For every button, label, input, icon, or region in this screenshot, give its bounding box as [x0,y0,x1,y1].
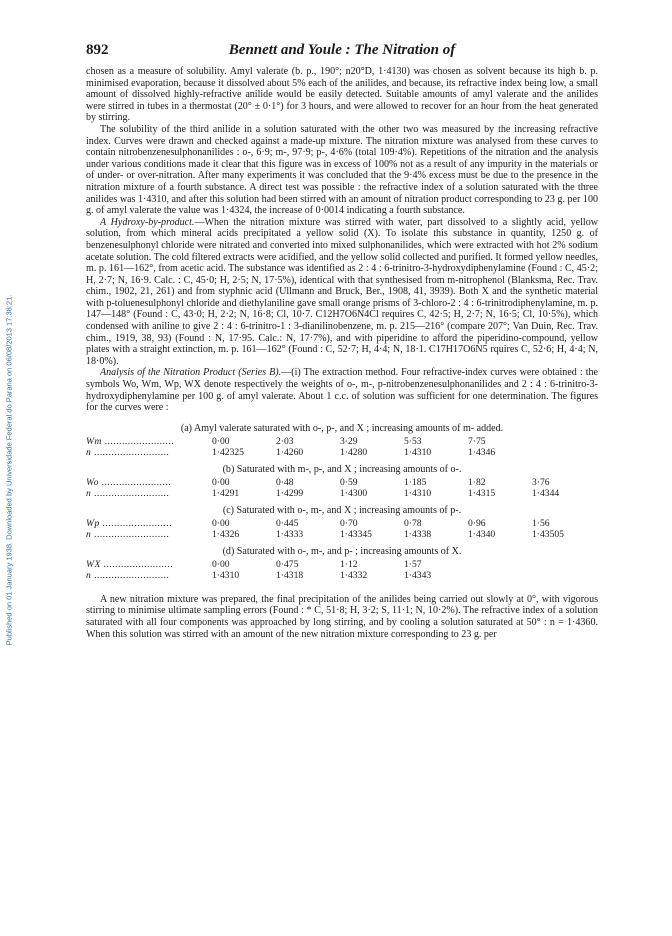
table-cell: 1·4299 [276,487,304,499]
table-cell: 1·4332 [340,569,368,581]
table-row [86,570,598,581]
curve-data-tables [86,423,598,581]
table-cell: 1·4343 [404,569,432,581]
table-cell: 1·43505 [532,528,564,540]
table-row [86,518,598,529]
table-cell: 0·00 [212,476,230,488]
table-cell: 0·96 [468,517,486,529]
table-cell: 1·4310 [212,569,240,581]
table-cell: 1·4338 [404,528,432,540]
table-caption-b: (b) Saturated with m-, p-, and X ; increasing amounts of o-. [222,463,462,475]
curve-table-d [86,559,598,581]
paragraph-third-anilide: The solubility of the third anilide in a solution saturated with the other two was measured by the increasing refractive index. Curves were drawn and checked against a made-up mixture. The nitration mixture was analysed from these curves to contain nitrobenzenesulphonanilides : o-, 6·9; m-, 97·9; p-, 4·6% (total 109·4%). Repetitions of the nitration and the analysis under various conditions made it clear that this figure was in excess of 100% not as a result of any impurity in the materials or of under- or over-nitration. After many experiments it was concluded that the 9·4% excess must be due to the presence in the nitration mixture of a fourth substance. A direct test was possible : the refractive index of a solution saturated with the three anilides was 1·4310, and after this solution had been stirred with an amount of nitration product corresponding to 23 g. per 100 g. of amyl valerate the value was 1·4324, the increase of 0·0014 indicating a fourth substance. [86,123,598,217]
table-cell: 1·4318 [276,569,304,581]
row-label: n .......................... [86,528,170,540]
section-heading-hydroxy: A Hydroxy-by-product. [100,216,195,228]
table-cell: 1·185 [404,476,427,488]
table-cell: 1·4333 [276,528,304,540]
page-number: 892 [86,42,109,58]
paragraph-new-nitration: A new nitration mixture was prepared, the final precipitation of the anilides being carried out slowly at 0°, with vigorous stirring to minimise ultimate sampling errors (Found : * C, 51·8; H, 3·2; S, 11·1; N, 10·2%). The refractive index of a solution saturated with all four components was approached by long stirring, and by cooling a solution saturated at 50° : n = 1·4360. When this solution was stirred with an amount of the new nitration mixture corresponding to 23 g. per [86,593,598,640]
table-cell: 1·4310 [404,487,432,499]
row-label: n .......................... [86,569,170,581]
curve-table-a [86,436,598,458]
running-title: Bennett and Youle : The Nitration of [228,42,456,58]
table-cell: 3·29 [340,435,358,447]
table-cell: 1·42325 [212,446,244,458]
table-caption-a: (a) Amyl valerate saturated with o-, p-, and X ; increasing amounts of m- added. [180,422,504,434]
table-cell: 3·76 [532,476,550,488]
table-cell [468,559,532,570]
download-watermark-text: Published on 01 January 1938. Downloaded by Universidade Federal do Parana on 06/08/2013 17:38:21. [4,294,14,646]
table-row [86,488,598,499]
row-label: Wp ........................ [86,517,173,529]
section-text-hydroxy: —When the nitration mixture was stirred with water, part dissolved to a slightly acid, yellow solution, from which mineral acids precipitated a yellow solid (X). To isolate this substance in quantity, 1250 g. of benzenesulphonyl chloride were nitrated and converted into mixed sulphonanilides, which were extracted with hot 2% sodium acetate solution. The cold filtered extracts were acidified, and the yellow solid collected and purified. It formed yellow needles, m. p. 161—162°, from acetic acid. The substance was identified as 2 : 4 : 6-trinitro-3-hydroxydiphenylamine (Found : C, 45·2; H, 2·7; N, 16·9. Calc. : C, 45·0; H, 2·5; N, 17·5%), identical with that synthesised from m-nitrophenol (Blanksma, Rec. Trav. chim., 1902, 21, 261) and from styphnic acid (Ullmann and Bruck, Ber., 1908, 41, 3939). Both X and the synthetic material with p-toluenesulphonyl chloride and diethylaniline gave small orange prisms of 3-chloro-2 : 4 : 6-trinitrodiphenylamine, m. p. 147—148° (Found : C, 43·0; H, 2·2; N, 16·8; Cl, 10·7. C12H7O6N4Cl requires C, 42·5; H, 2·7; N, 16·5; Cl, 10·5%), which condensed with aniline to give 2 : 4 : 6-trinitro-1 : 3-dianilinobenzene, m. p. 215—216° (compare 207°; Van Duin, Rec. Trav. chim., 1919, 38, 93) (Found : N, 17·95. Calc.: N, 17·7%), and with piperidine to afford the piperidino-compound, yellow plates with a straight extinction, m. p. 161—162° (Found : C, 52·7; H, 4·4; N, 18·1. C17H17O6N5 rquires C, 52·6; H, 4·4; N, 18·0%). [86,216,599,367]
table-cell: 1·4300 [340,487,368,499]
table-cell: 1·4326 [212,528,240,540]
curve-table-b [86,477,598,499]
table-cell: 1·43345 [340,528,372,540]
table-cell: 1·12 [340,558,358,570]
table-cell: 0·78 [404,517,422,529]
row-label: WX ........................ [86,558,174,570]
table-cell: 0·475 [276,558,299,570]
table-cell [468,570,532,581]
table-cell: 1·4340 [468,528,496,540]
table-cell: 0·48 [276,476,294,488]
table-cell: 1·57 [404,558,422,570]
table-cell: 0·00 [212,435,230,447]
table-row [86,559,598,570]
table-cell: 0·445 [276,517,299,529]
table-caption-c: (c) Saturated with o-, m-, and X ; increasing amounts of p-. [222,504,462,516]
table-cell: 1·4260 [276,446,304,458]
row-label: Wo ........................ [86,476,172,488]
download-watermark [2,150,16,790]
table-cell: 1·4346 [468,446,496,458]
table-row [86,436,598,447]
row-label: Wm ........................ [86,435,175,447]
table-cell: 0·59 [340,476,358,488]
table-cell: 2·03 [276,435,294,447]
paragraph-hydroxy-by-product [86,217,598,368]
section-text-analysis: —(i) The extraction method. Four refractive-index curves were obtained : the symbols Wo, Wm, Wp, WX denote respectively the weights of o-, m-, p-nitrobenzenesulphonanilides and 2 : 4 : 6-trinitro-3-hydroxydiphenylamine per 100 g. of amyl valerate. About 1 c.c. of solution was sufficient for one determination. The figures for the curves were : [86,367,598,414]
row-label: n .......................... [86,487,170,499]
table-cell: 7·75 [468,435,486,447]
table-cell: 1·4310 [404,446,432,458]
page-header [86,42,598,62]
article-body [86,66,598,640]
row-label: n .......................... [86,446,170,458]
table-cell [532,436,598,447]
table-cell: 0·00 [212,558,230,570]
table-caption-d: (d) Saturated with o-, m-, and p- ; increasing amounts of X. [222,545,462,557]
table-cell [532,570,598,581]
table-row [86,529,598,540]
table-cell [532,447,598,458]
table-cell: 1·4344 [532,487,560,499]
table-row [86,447,598,458]
table-cell [532,559,598,570]
table-cell: 1·82 [468,476,486,488]
table-cell: 0·00 [212,517,230,529]
curve-table-c [86,518,598,540]
table-cell: 1·4291 [212,487,240,499]
section-heading-analysis: Analysis of the Nitration Product (Series B). [100,367,282,379]
table-cell: 0·70 [340,517,358,529]
table-cell: 1·4315 [468,487,496,499]
table-row [86,477,598,488]
table-cell: 1·4280 [340,446,368,458]
table-cell: 1·56 [532,517,550,529]
paragraph-solubility: chosen as a measure of solubility. Amyl valerate (b. p., 190°; n20°D, 1·4130) was chosen as solvent because its high b. p. minimised evaporation, because it dissolved about 5% each of the anilides, and because, its refractive index being low, a small amount of dissolved highly-refractive anilide would be easily detected. Suitable amounts of amyl valerate and the anilides were stirred in tubes in a thermostat (20° ± 0·1°) for 3 hours, and were allowed to recover for an hour from the heat generated by stirring. [86,66,598,124]
paragraph-analysis [86,367,598,413]
table-cell: 5·53 [404,435,422,447]
